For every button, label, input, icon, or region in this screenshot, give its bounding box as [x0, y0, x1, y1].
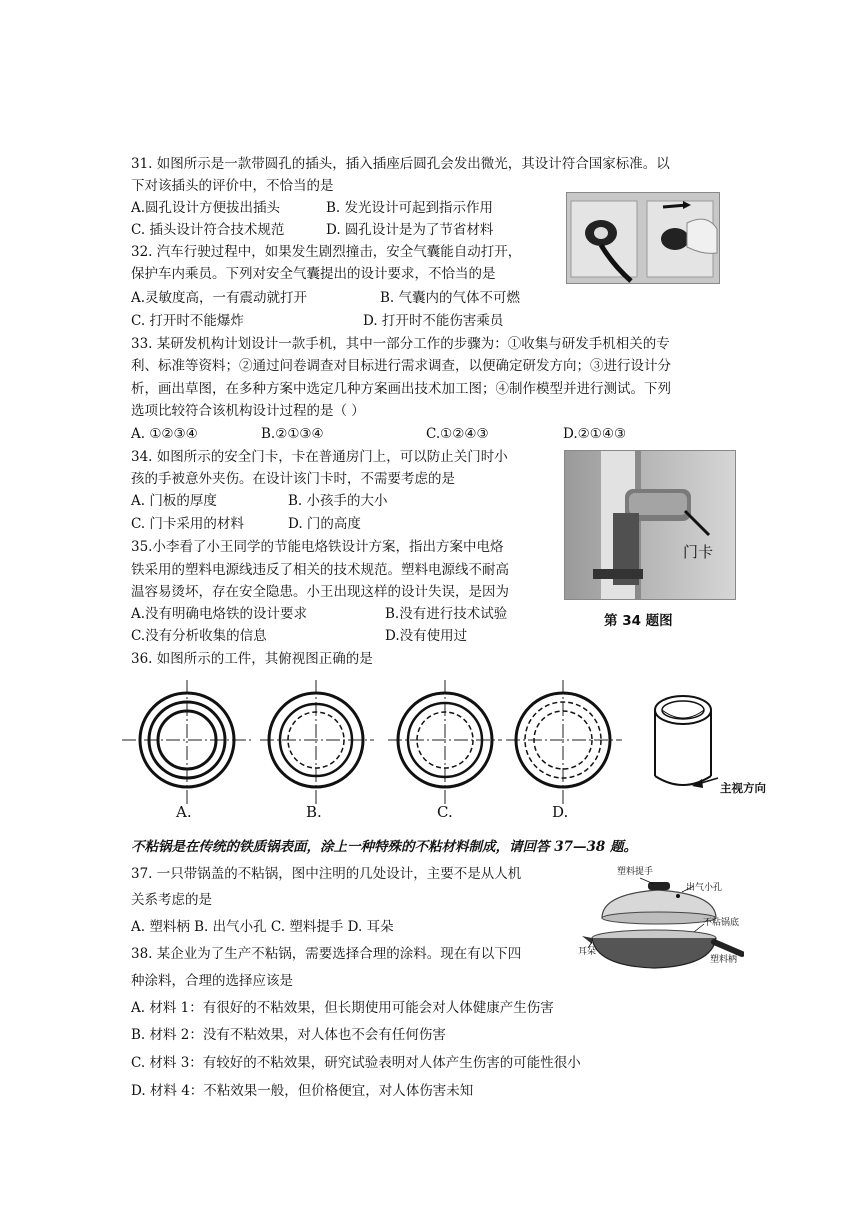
q34-option-d: D. 门的高度 — [288, 516, 361, 532]
q32-option-a: A.灵敏度高，一有震动就打开 — [131, 290, 308, 306]
q33-option-c: C.①②④③ — [426, 426, 489, 442]
q34-option-a: A. 门板的厚度 — [131, 493, 217, 509]
pan-label-handle-top: 塑料提手 — [617, 867, 654, 877]
q37-stem-line1: 37. 一只带锅盖的不粘锅，图中注明的几处设计，主要不是从人机 — [131, 866, 522, 882]
workpiece-3d — [655, 696, 718, 788]
q33-option-b: B.②①③④ — [261, 426, 324, 442]
q38-option-d: D. 材料 4：不粘效果一般，但价格便宜，对人体伤害未知 — [131, 1083, 474, 1099]
q31-stem-line2: 下对该插头的评价中，不恰当的是 — [131, 178, 334, 194]
q34-figure-caption: 第 34 题图 — [604, 613, 673, 629]
q32-option-b: B. 气囊内的气体不可燃 — [380, 290, 521, 306]
q31-option-a: A.圆孔设计方便拔出插头 — [131, 200, 281, 216]
q35-option-c: C.没有分析收集的信息 — [131, 628, 267, 644]
door-card-photo — [564, 450, 736, 600]
view-c-label: C. — [437, 803, 453, 821]
q38-option-c: C. 材料 3：有较好的不粘效果，研究试验表明对人体产生伤害的可能性很小 — [131, 1055, 581, 1071]
pan-label-vent: 出气小孔 — [686, 883, 723, 893]
door-card-label: 门卡 — [683, 543, 714, 561]
q37-38-intro: 不粘锅是在传统的铁质锅表面，涂上一种特殊的不粘材料制成，请回答 37—38 题。 — [131, 839, 637, 855]
q31-option-b: B. 发光设计可起到指示作用 — [326, 200, 494, 216]
q32-stem-line2: 保护车内乘员。下列对安全气囊提出的设计要求，不恰当的是 — [131, 266, 496, 282]
q38-stem-line2: 种涂料，合理的选择应该是 — [131, 973, 293, 989]
pan-label-handle: 塑料柄 — [710, 955, 738, 965]
view-b-label: B. — [306, 803, 322, 821]
q32-option-c: C. 打开时不能爆炸 — [131, 313, 244, 329]
view-a — [122, 680, 252, 804]
q31-option-c: C. 插头设计符合技术规范 — [131, 222, 285, 238]
q35-stem-line2: 铁采用的塑料电源线违反了相关的技术规范。塑料电源线不耐高 — [131, 562, 509, 578]
q34-option-c: C. 门卡采用的材料 — [131, 516, 244, 532]
view-a-label: A. — [176, 803, 192, 821]
q37-stem-line2: 关系考虑的是 — [131, 892, 212, 908]
q32-option-d: D. 打开时不能伤害乘员 — [363, 313, 504, 329]
q34-stem-line1: 34. 如图所示的安全门卡，卡在普通房门上，可以防止关门时小 — [131, 449, 508, 465]
q33-stem-line1: 33. 某研发机构计划设计一款手机，其中一部分工作的步骤为：①收集与研发手机相关的专 — [131, 336, 670, 352]
q38-option-b: B. 材料 2：没有不粘效果，对人体也不会有任何伤害 — [131, 1027, 446, 1043]
q35-option-a: A.没有明确电烙铁的设计要求 — [131, 606, 308, 622]
q32-stem-line1: 32. 汽车行驶过程中，如果发生剧烈撞击，安全气囊能自动打开， — [131, 244, 522, 260]
q34-stem-line2: 孩的手被意外夹伤。在设计该门卡时，不需要考虑的是 — [131, 471, 455, 487]
q37-options: A. 塑料柄 B. 出气小孔 C. 塑料提手 D. 耳朵 — [131, 919, 394, 935]
q35-stem-line1: 35.小李看了小王同学的节能电烙铁设计方案，指出方案中电烙 — [131, 539, 504, 555]
view-direction-label: 主视方向 — [720, 781, 766, 795]
q38-stem-line1: 38. 某企业为了生产不粘锅，需要选择合理的涂料。现在有以下四 — [131, 946, 522, 962]
pan-label-ear: 耳朵 — [578, 947, 597, 957]
q31-stem-line1: 31. 如图所示是一款带圆孔的插头，插入插座后圆孔会发出微光，其设计符合国家标准。以 — [131, 156, 670, 172]
q33-stem-line4: 选项比较符合该机构设计过程的是（ ） — [131, 403, 365, 419]
plug-photo — [566, 192, 720, 284]
view-b — [260, 680, 374, 804]
view-c — [388, 680, 502, 804]
q35-option-d: D.没有使用过 — [385, 628, 468, 644]
q34-option-b: B. 小孩手的大小 — [288, 493, 388, 509]
q33-stem-line3: 析，画出草图，在多种方案中选定几种方案画出技术加工图；④制作模型并进行测试。下列 — [131, 381, 671, 397]
q31-option-d: D. 圆孔设计是为了节省材料 — [326, 222, 494, 238]
q35-stem-line3: 温容易烫坏，存在安全隐患。小王出现这样的设计失误，是因为 — [131, 584, 509, 600]
q35-option-b: B.没有进行技术试验 — [385, 606, 508, 622]
q36-stem: 36. 如图所示的工件，其俯视图正确的是 — [131, 651, 373, 667]
pan-label-bottom: 不粘锅底 — [703, 918, 740, 928]
q38-option-a: A. 材料 1：有很好的不粘效果，但长期使用可能会对人体健康产生伤害 — [131, 1000, 554, 1016]
q33-stem-line2: 利、标准等资料；②通过问卷调查对目标进行需求调查，以便确定研发方向；③进行设计分 — [131, 358, 671, 374]
q33-option-a: A. ①②③④ — [131, 426, 198, 442]
view-d-label: D. — [552, 803, 569, 821]
q33-option-d: D.②①④③ — [563, 426, 627, 442]
view-d — [506, 680, 622, 804]
